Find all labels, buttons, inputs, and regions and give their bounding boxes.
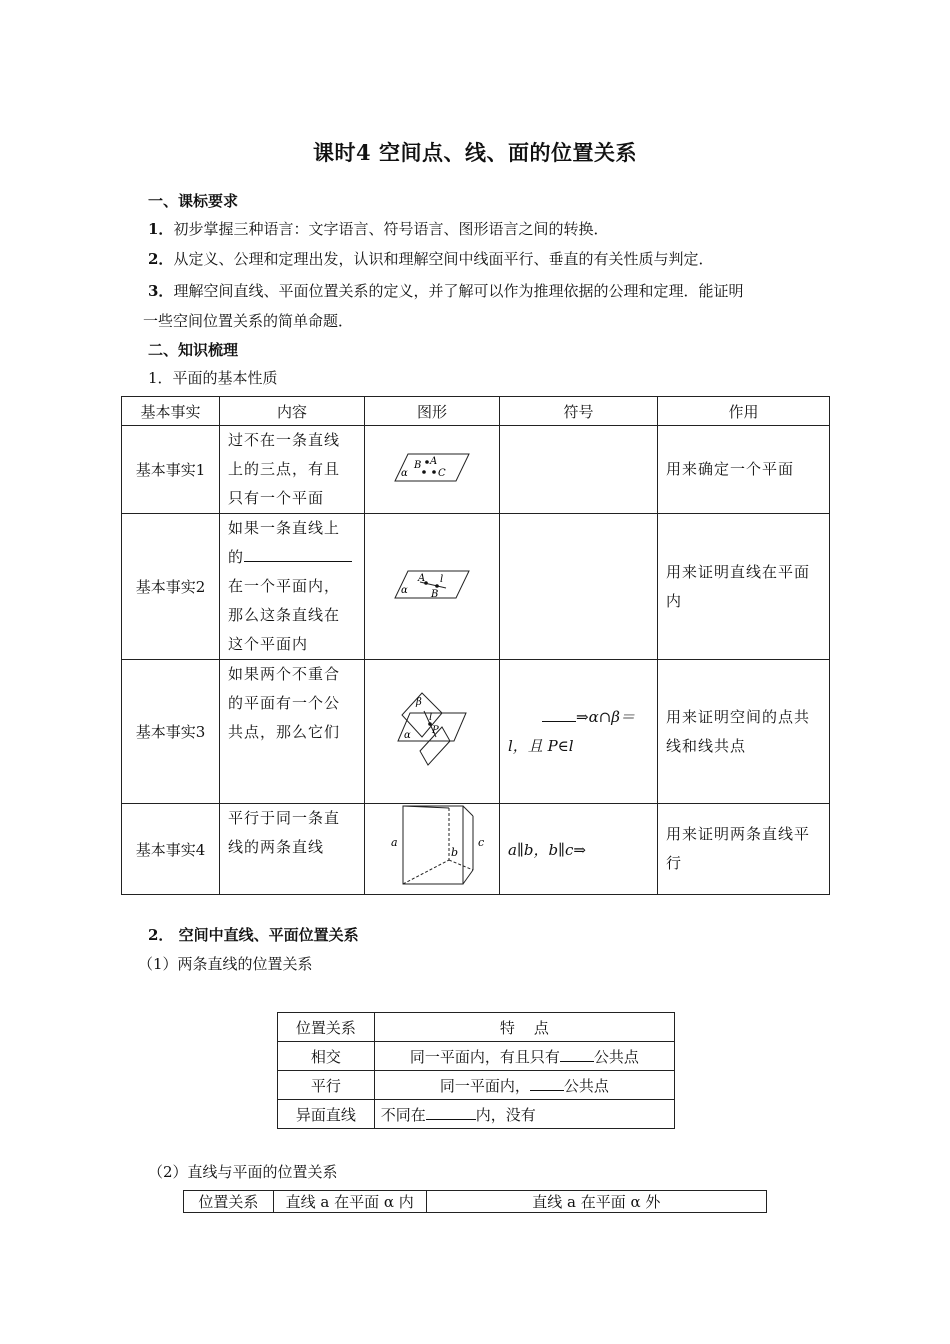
fill-blank [542, 705, 576, 722]
fact-content: 如果一条直线上 的 在一个平面内， 那么这条直线在 这个平面内 [220, 514, 365, 660]
table-row [122, 660, 830, 804]
header-cell: 位置关系 [278, 1013, 375, 1042]
relation-name: 异面直线 [278, 1100, 375, 1129]
subheading-line-plane: （2）直线与平面的位置关系 [148, 1163, 338, 1181]
plane-line-figure [394, 568, 470, 602]
prism-parallel-lines-figure [377, 804, 487, 890]
svg-text:C: C [438, 467, 446, 479]
fact-symbol: ⇒α∩β＝ l，且 P∈l [500, 660, 658, 804]
table-row [122, 514, 830, 660]
svg-text:l: l [440, 573, 444, 585]
section-heading-requirements: 一、课标要求 [148, 192, 239, 210]
fact-name: 基本事实1 [122, 426, 220, 514]
fact-use: 用来证明空间的点共 线和线共点 [658, 660, 830, 804]
item-number: 1． [148, 220, 174, 238]
item-text: 理解空间直线、平面位置关系的定义，并了解可以作为推理依据的公理和定理．能证明 [173, 282, 744, 300]
svg-text:c: c [478, 836, 485, 849]
section-heading-knowledge: 二、知识梳理 [148, 341, 239, 359]
relation-feature: 同一平面内， 公共点 [374, 1071, 674, 1100]
table-row [122, 426, 830, 514]
fact-name: 基本事实3 [122, 660, 220, 804]
fill-blank [530, 1074, 564, 1091]
header-cell: 位置关系 [184, 1191, 274, 1213]
fact-figure [365, 660, 500, 804]
svg-text:B: B [414, 459, 422, 471]
line-plane-table [183, 1190, 767, 1213]
table-row [278, 1042, 675, 1071]
subheading-plane-properties: 1．平面的基本性质 [148, 369, 278, 387]
item-text: 从定义、公理和定理出发，认识和理解空间中线面平行、垂直的有关性质与判定． [173, 250, 714, 268]
fact-use: 用来证明直线在平面 内 [658, 514, 830, 660]
page-title: 课时4 空间点、线、面的位置关系 [313, 140, 637, 165]
fill-blank [426, 1103, 476, 1120]
svg-text:l: l [429, 711, 433, 723]
table-row [278, 1100, 675, 1129]
table-row [278, 1071, 675, 1100]
header-cell: 特 点 [374, 1013, 674, 1042]
svg-text:a: a [391, 836, 398, 849]
fact-figure [365, 514, 500, 660]
requirement-item-3 [148, 281, 743, 301]
svg-text:A: A [418, 572, 426, 584]
fact-name: 基本事实2 [122, 514, 220, 660]
fact-content: 过不在一条直线 上的三点，有且 只有一个平面 [220, 426, 365, 514]
requirement-item-2 [148, 249, 713, 269]
svg-text:B: B [431, 588, 439, 600]
intersecting-planes-figure [394, 691, 470, 769]
fact-use: 用来确定一个平面 [658, 426, 830, 514]
svg-text:α: α [401, 467, 408, 479]
fact-symbol [500, 426, 658, 514]
table-header-row [278, 1013, 675, 1042]
fact-symbol: a∥b，b∥c⇒ [500, 804, 658, 895]
svg-text:β: β [416, 696, 422, 708]
table-header-row [184, 1191, 767, 1213]
fill-blank [560, 1045, 594, 1062]
header-cell: 作用 [658, 397, 830, 426]
requirement-item-3-cont: 一些空间位置关系的简单命题． [143, 312, 354, 330]
header-cell: 直线 a 在平面 α 外 [426, 1191, 766, 1213]
header-cell: 图形 [365, 397, 500, 426]
item-text: 初步掌握三种语言：文字语言、符号语言、图形语言之间的转换． [173, 220, 609, 238]
svg-text:b: b [451, 846, 459, 859]
header-cell: 内容 [220, 397, 365, 426]
fact-name: 基本事实4 [122, 804, 220, 895]
requirement-item-1 [148, 219, 608, 239]
plane-properties-table [121, 396, 830, 895]
two-lines-table [277, 1012, 675, 1129]
table-header-row [122, 397, 830, 426]
relation-name: 平行 [278, 1071, 375, 1100]
header-cell: 符号 [500, 397, 658, 426]
header-cell: 基本事实 [122, 397, 220, 426]
relation-feature: 不同在 内，没有 [374, 1100, 674, 1129]
relation-name: 相交 [278, 1042, 375, 1071]
fact-figure [365, 804, 500, 895]
item-number: 2． [148, 250, 174, 268]
fact-content: 平行于同一条直 线的两条直线 [220, 804, 365, 895]
fill-blank [244, 545, 352, 562]
fact-content: 如果两个不重合 的平面有一个公 共点，那么它们 [220, 660, 365, 804]
table-row [122, 804, 830, 895]
svg-text:α: α [401, 584, 408, 596]
fact-figure [365, 426, 500, 514]
relation-feature: 同一平面内，有且只有 公共点 [374, 1042, 674, 1071]
plane-three-points-figure [394, 451, 470, 485]
fact-use: 用来证明两条直线平 行 [658, 804, 830, 895]
svg-text:α: α [404, 729, 411, 741]
item-number: 3． [148, 282, 174, 300]
fact-symbol [500, 514, 658, 660]
svg-text:P: P [432, 724, 439, 736]
svg-text:A: A [430, 455, 438, 467]
subheading-line-plane-relations: 2． 空间中直线、平面位置关系 [148, 926, 359, 944]
subheading-two-lines: （1）两条直线的位置关系 [138, 955, 313, 973]
header-cell: 直线 a 在平面 α 内 [273, 1191, 426, 1213]
